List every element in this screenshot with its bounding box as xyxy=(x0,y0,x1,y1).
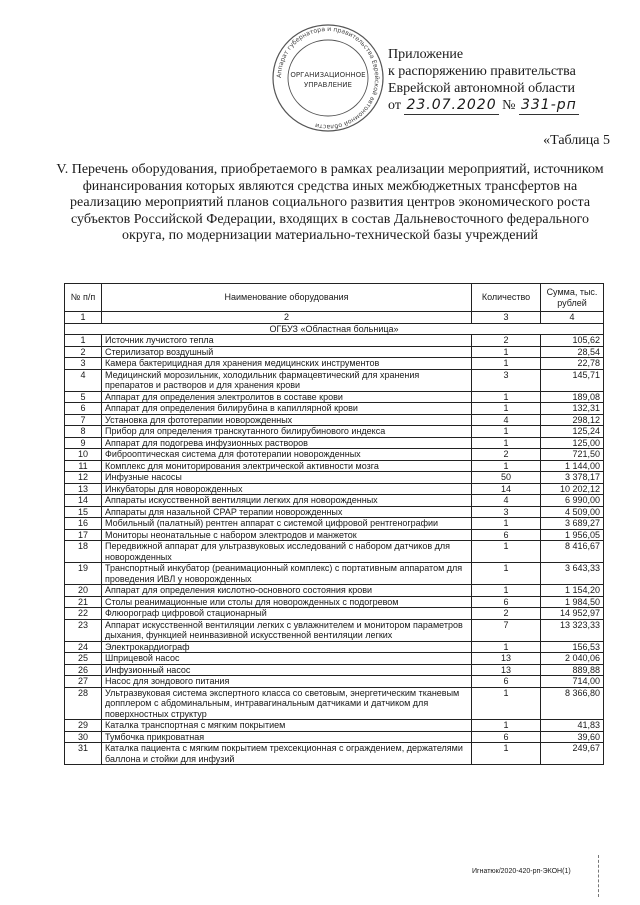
row-number: 16 xyxy=(65,518,102,530)
handwritten-number: 331-рп xyxy=(520,97,577,113)
table-row xyxy=(65,403,604,415)
row-qty: 13 xyxy=(472,664,541,676)
table-row xyxy=(65,472,604,484)
table-row xyxy=(65,518,604,530)
row-number: 27 xyxy=(65,676,102,688)
row-number: 14 xyxy=(65,495,102,507)
row-qty: 7 xyxy=(472,619,541,641)
row-name: Передвижной аппарат для ультразвуковых исследований с набором датчиков для новорожденных xyxy=(102,541,472,563)
row-qty: 1 xyxy=(472,641,541,653)
table-row xyxy=(65,596,604,608)
document-title: V. Перечень оборудования, приобретаемого в рамках реализации мероприятий, источником финансирования которых являются средства иных межбюджетных трансфертов на реализацию мероприятий планов социального развития центров экономического роста субъектов Российской Федерации, входящих в состав Дальневосточного федерального округа, по модернизации материально-технической базы учреждений xyxy=(56,162,604,243)
row-number: 17 xyxy=(65,529,102,541)
row-qty: 4 xyxy=(472,495,541,507)
row-qty: 2 xyxy=(472,449,541,461)
row-name: Мониторы неонатальные с набором электродов и манжеток xyxy=(102,529,472,541)
row-number: 10 xyxy=(65,449,102,461)
handwritten-date: 23.07.2020 xyxy=(406,97,497,113)
row-name: Аппараты искусственной вентиляции легких для новорожденных xyxy=(102,495,472,507)
row-name: Аппарат искусственной вентиляции легких с увлажнителем и монитором параметров дыхания, функцией неинвазивной искусственной вентиляции легких xyxy=(102,619,472,641)
row-name: Каталка транспортная с мягким покрытием xyxy=(102,720,472,732)
index-cell: 2 xyxy=(102,312,472,324)
row-qty: 2 xyxy=(472,608,541,620)
table-row xyxy=(65,743,604,765)
row-qty: 1 xyxy=(472,346,541,358)
row-sum: 6 990,00 xyxy=(541,495,604,507)
row-name: Транспортный инкубатор (реанимационный комплекс) с портативным аппаратом для проведения ИВЛ у новорожденных xyxy=(102,563,472,585)
row-qty: 13 xyxy=(472,653,541,665)
table-header-row xyxy=(65,284,604,312)
row-qty: 1 xyxy=(472,720,541,732)
table-row xyxy=(65,720,604,732)
table-row xyxy=(65,541,604,563)
table-row xyxy=(65,426,604,438)
row-name: Насос для зондового питания xyxy=(102,676,472,688)
header-qty: Количество xyxy=(472,284,541,312)
row-number: 1 xyxy=(65,335,102,347)
row-number: 24 xyxy=(65,641,102,653)
organization-stamp xyxy=(270,22,386,134)
table-row xyxy=(65,449,604,461)
row-qty: 1 xyxy=(472,563,541,585)
row-qty: 1 xyxy=(472,585,541,597)
row-sum: 3 689,27 xyxy=(541,518,604,530)
row-name: Инкубаторы для новорожденных xyxy=(102,483,472,495)
row-qty: 3 xyxy=(472,506,541,518)
margin-dashed-line xyxy=(598,855,600,897)
row-sum: 4 509,00 xyxy=(541,506,604,518)
row-number: 18 xyxy=(65,541,102,563)
row-sum: 3 643,33 xyxy=(541,563,604,585)
row-number: 15 xyxy=(65,506,102,518)
header-name: Наименование оборудования xyxy=(102,284,472,312)
table-row xyxy=(65,495,604,507)
table-row xyxy=(65,506,604,518)
index-cell: 3 xyxy=(472,312,541,324)
row-name: Электрокардиограф xyxy=(102,641,472,653)
row-name: Инфузионный насос xyxy=(102,664,472,676)
row-number: 23 xyxy=(65,619,102,641)
table-row xyxy=(65,687,604,720)
row-number: 6 xyxy=(65,403,102,415)
table-row xyxy=(65,641,604,653)
row-name: Столы реанимационные или столы для новорожденных с подогревом xyxy=(102,596,472,608)
row-name: Источник лучистого тепла xyxy=(102,335,472,347)
row-number: 8 xyxy=(65,426,102,438)
row-qty: 2 xyxy=(472,335,541,347)
row-number: 3 xyxy=(65,358,102,370)
row-sum: 132,31 xyxy=(541,403,604,415)
row-qty: 6 xyxy=(472,676,541,688)
row-sum: 3 378,17 xyxy=(541,472,604,484)
row-sum: 10 202,12 xyxy=(541,483,604,495)
table-label: «Таблица 5 xyxy=(543,133,610,148)
row-name: Мобильный (палатный) рентген аппарат с системой цифровой рентгенографии xyxy=(102,518,472,530)
index-cell: 1 xyxy=(65,312,102,324)
row-qty: 1 xyxy=(472,437,541,449)
row-sum: 8 366,80 xyxy=(541,687,604,720)
row-qty: 50 xyxy=(472,472,541,484)
row-sum: 41,83 xyxy=(541,720,604,732)
row-qty: 1 xyxy=(472,460,541,472)
row-sum: 249,67 xyxy=(541,743,604,765)
table-row xyxy=(65,414,604,426)
row-number: 2 xyxy=(65,346,102,358)
row-qty: 1 xyxy=(472,687,541,720)
row-sum: 105,62 xyxy=(541,335,604,347)
table-row xyxy=(65,369,604,391)
from-label: от xyxy=(388,98,401,113)
appendix-line1: Приложение xyxy=(388,47,464,62)
table-row xyxy=(65,346,604,358)
row-number: 25 xyxy=(65,653,102,665)
row-number: 21 xyxy=(65,596,102,608)
row-sum: 8 416,67 xyxy=(541,541,604,563)
row-sum: 1 154,20 xyxy=(541,585,604,597)
row-number: 9 xyxy=(65,437,102,449)
table-row xyxy=(65,653,604,665)
row-name: Комплекс для мониторирования электрической активности мозга xyxy=(102,460,472,472)
row-qty: 1 xyxy=(472,518,541,530)
stamp-center-line2: УПРАВЛЕНИЕ xyxy=(304,81,352,89)
table-row xyxy=(65,529,604,541)
table-row xyxy=(65,483,604,495)
stamp-ring-text: Аппарат губернатора и правительства Еврейской автономной области xyxy=(275,25,381,131)
appendix-line2: к распоряжению правительства xyxy=(388,64,576,79)
table-row xyxy=(65,664,604,676)
row-qty: 3 xyxy=(472,369,541,391)
row-number: 30 xyxy=(65,731,102,743)
row-name: Флюорограф цифровой стационарный xyxy=(102,608,472,620)
row-sum: 22,78 xyxy=(541,358,604,370)
row-sum: 1 144,00 xyxy=(541,460,604,472)
row-sum: 2 040,06 xyxy=(541,653,604,665)
row-sum: 189,08 xyxy=(541,391,604,403)
row-number: 20 xyxy=(65,585,102,597)
row-sum: 125,24 xyxy=(541,426,604,438)
row-qty: 1 xyxy=(472,426,541,438)
row-number: 11 xyxy=(65,460,102,472)
row-number: 26 xyxy=(65,664,102,676)
row-qty: 1 xyxy=(472,358,541,370)
row-name: Аппарат для подогрева инфузионных растворов xyxy=(102,437,472,449)
row-number: 12 xyxy=(65,472,102,484)
row-number: 29 xyxy=(65,720,102,732)
appendix-block xyxy=(388,46,579,115)
row-number: 28 xyxy=(65,687,102,720)
table-row xyxy=(65,460,604,472)
appendix-date-line xyxy=(388,97,579,115)
row-sum: 714,00 xyxy=(541,676,604,688)
row-name: Аппарат для определения электролитов в составе крови xyxy=(102,391,472,403)
row-qty: 6 xyxy=(472,596,541,608)
row-number: 22 xyxy=(65,608,102,620)
index-row xyxy=(65,312,604,324)
row-sum: 13 323,33 xyxy=(541,619,604,641)
appendix-line3: Еврейской автономной области xyxy=(388,81,575,96)
row-number: 19 xyxy=(65,563,102,585)
row-name: Ультразвуковая система экспертного класса со световым, энергетическим тканевым допплером с абдоминальным, интравагинальным датчиками и датчиком для поверхностных структур xyxy=(102,687,472,720)
row-qty: 14 xyxy=(472,483,541,495)
table-row xyxy=(65,563,604,585)
table-row xyxy=(65,358,604,370)
row-name: Аппараты для назальной CPAP терапии новорожденных xyxy=(102,506,472,518)
row-name: Прибор для определения транскутанного билирубинового индекса xyxy=(102,426,472,438)
row-sum: 889,88 xyxy=(541,664,604,676)
row-qty: 1 xyxy=(472,403,541,415)
row-sum: 721,50 xyxy=(541,449,604,461)
row-sum: 14 952,97 xyxy=(541,608,604,620)
row-sum: 156,53 xyxy=(541,641,604,653)
table-row xyxy=(65,676,604,688)
header-num: № п/п xyxy=(65,284,102,312)
row-number: 13 xyxy=(65,483,102,495)
row-qty: 6 xyxy=(472,529,541,541)
organization-name: ОГБУЗ «Областная больница» xyxy=(65,323,604,335)
row-name: Инфузные насосы xyxy=(102,472,472,484)
row-sum: 39,60 xyxy=(541,731,604,743)
row-name: Аппарат для определения кислотно-основного состояния крови xyxy=(102,585,472,597)
row-qty: 1 xyxy=(472,541,541,563)
row-qty: 1 xyxy=(472,743,541,765)
row-name: Стерилизатор воздушный xyxy=(102,346,472,358)
row-name: Шприцевой насос xyxy=(102,653,472,665)
table-row xyxy=(65,391,604,403)
row-sum: 1 984,50 xyxy=(541,596,604,608)
row-number: 5 xyxy=(65,391,102,403)
index-cell: 4 xyxy=(541,312,604,324)
number-label: № xyxy=(502,98,516,113)
table-row xyxy=(65,608,604,620)
footer-ref: Игнатюк/2020-420-рп-ЭКОН(1) xyxy=(472,868,571,875)
table-row xyxy=(65,585,604,597)
row-name: Каталка пациента с мягким покрытием трехсекционная с ограждением, держателями баллона и стойки для инфузий xyxy=(102,743,472,765)
row-qty: 4 xyxy=(472,414,541,426)
row-sum: 1 956,05 xyxy=(541,529,604,541)
row-name: Медицинский морозильник, холодильник фармацевтический для хранения препаратов и растворов и для хранения крови xyxy=(102,369,472,391)
row-name: Установка для фототерапии новорожденных xyxy=(102,414,472,426)
row-number: 31 xyxy=(65,743,102,765)
equipment-table xyxy=(64,283,604,765)
table-row xyxy=(65,619,604,641)
row-name: Фиброоптическая система для фототерапии новорожденных xyxy=(102,449,472,461)
row-number: 4 xyxy=(65,369,102,391)
row-sum: 125,00 xyxy=(541,437,604,449)
table-row xyxy=(65,731,604,743)
row-qty: 1 xyxy=(472,391,541,403)
row-qty: 6 xyxy=(472,731,541,743)
row-number: 7 xyxy=(65,414,102,426)
row-sum: 145,71 xyxy=(541,369,604,391)
header-sum: Сумма, тыс. рублей xyxy=(541,284,604,312)
row-sum: 298,12 xyxy=(541,414,604,426)
row-sum: 28,54 xyxy=(541,346,604,358)
row-name: Аппарат для определения билирубина в капиллярной крови xyxy=(102,403,472,415)
row-name: Тумбочка прикроватная xyxy=(102,731,472,743)
table-row xyxy=(65,437,604,449)
stamp-center-line1: ОРГАНИЗАЦИОННОЕ xyxy=(290,71,366,79)
row-name: Камера бактерицидная для хранения медицинских инструментов xyxy=(102,358,472,370)
table-row xyxy=(65,335,604,347)
organization-row xyxy=(65,323,604,335)
